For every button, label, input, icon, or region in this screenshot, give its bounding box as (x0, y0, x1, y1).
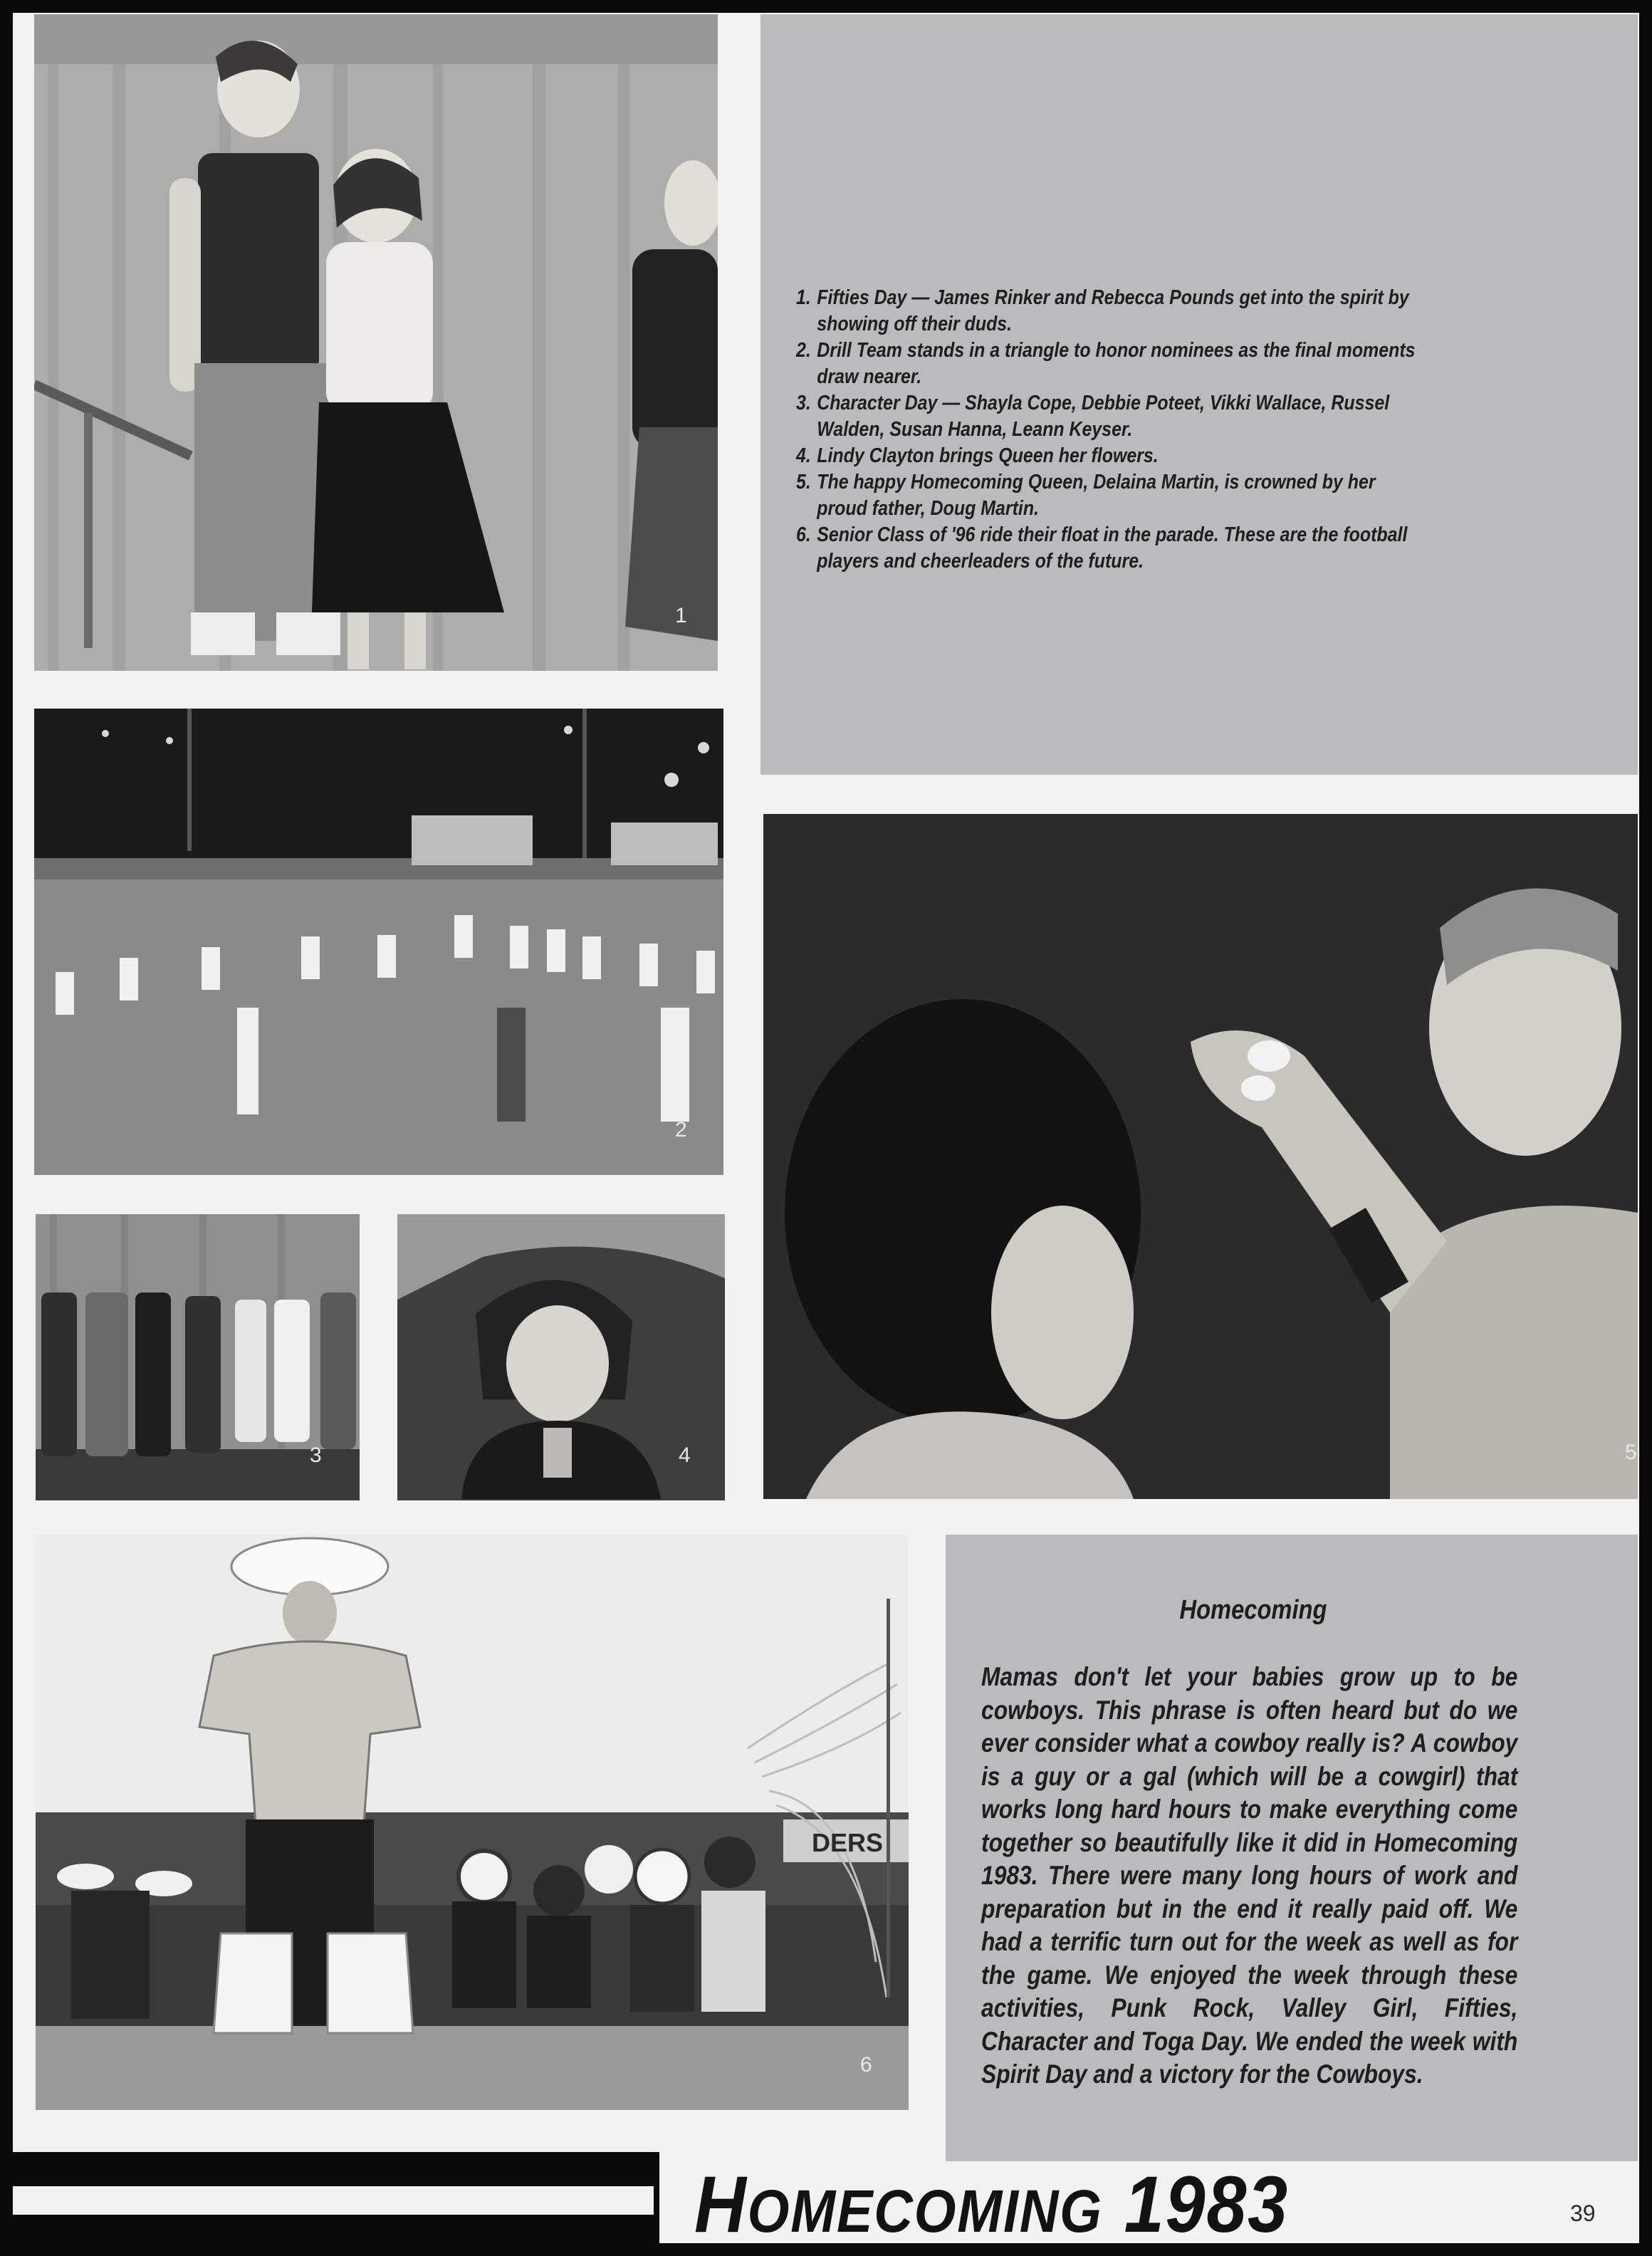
caption-item: 5. The happy Homecoming Queen, Delaina Martin, is crowned by her proud father, Doug Martin. (796, 471, 1376, 520)
photo-number: 2 (675, 1118, 687, 1142)
story-body: Mamas don't let your babies grow up to be cowboys. This phrase is often heard but do we ever consider what a cowboy really is? A cowboy is a guy or a gal (which will be a cowgirl) that works long hard hours to make everything come together so beautifully like it did in Homecoming 1983. There were many long hours of work and preparation but in the end it really paid off. We had a terrific turn out for the week as well as for the game. We enjoyed the week through these activities, Punk Rock, Valley Girl, Fifties, Character and Toga Day. We ended the week with Spirit Day and a victory for the Cowboys. (981, 1662, 1518, 2089)
page-number: 39 (1570, 2200, 1596, 2226)
page-heading: HOMECOMING 1983 (694, 2160, 1290, 2249)
photo-number: 1 (675, 604, 687, 627)
caption-item: 3. Character Day — Shayla Cope, Debbie Poteet, Vikki Wallace, Russel Walden, Susan Hanna, Leann Keyser. (796, 392, 1390, 441)
caption-item: 6. Senior Class of '96 ride their float in the parade. These are the football players and cheerleaders of the future. (796, 523, 1408, 573)
photo-number: 4 (679, 1443, 691, 1467)
float-banner-text: DERS (812, 1828, 884, 1857)
photo-number: 5 (1625, 1441, 1637, 1464)
caption-item: 2. Drill Team stands in a triangle to honor nominees as the final moments draw nearer. (796, 339, 1416, 388)
caption-item: 1. Fifties Day — James Rinker and Rebecca Pounds get into the spirit by showing off their duds. (796, 286, 1409, 335)
photo-number: 3 (310, 1443, 322, 1467)
story-title: Homecoming (1179, 1595, 1327, 1625)
caption-item: 4. Lindy Clayton brings Queen her flowers. (796, 444, 1159, 467)
photo-number: 6 (860, 2053, 872, 2077)
